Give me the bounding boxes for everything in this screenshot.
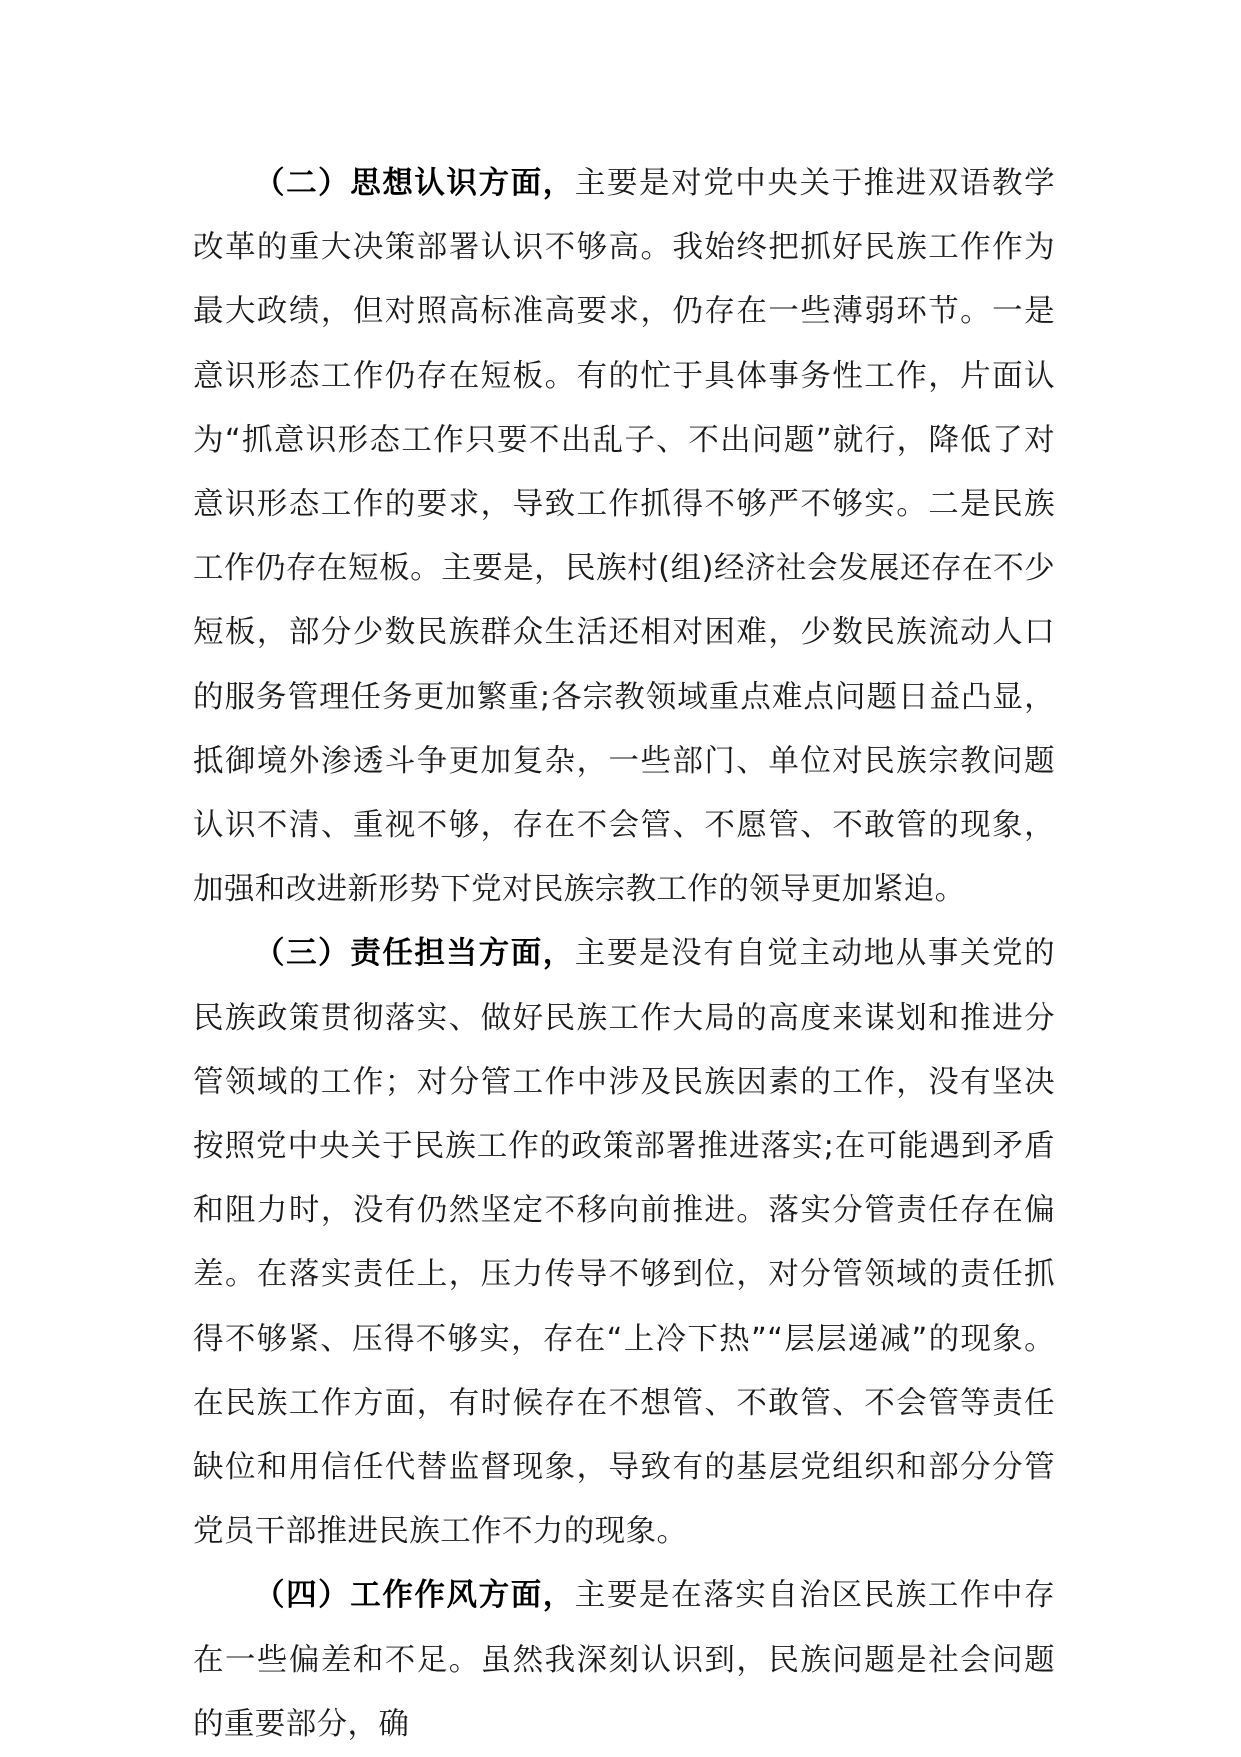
- paragraph-responsibility: [193, 922, 1055, 1564]
- paragraph-work-style: [193, 1564, 1055, 1757]
- paragraph-heading: （二）思想认识方面，: [254, 166, 575, 201]
- document-body: [193, 152, 1055, 1757]
- paragraph-heading: （四）工作作风方面，: [254, 1578, 575, 1614]
- paragraph-thinking-awareness: [193, 152, 1055, 922]
- paragraph-text: 主要是在落实自治区民族工作中存在一些偏差和不足。虽然我深刻认识到，民族问题是社会问题的重要部分，确: [193, 1578, 1055, 1742]
- paragraph-text: 主要是没有自觉主动地从事关党的民族政策贯彻落实、做好民族工作大局的高度来谋划和推进分管领域的工作；对分管工作中涉及民族因素的工作，没有坚决按照党中央关于民族工作的政策部署推进落实;在可能遇到矛盾和阻力时，没有仍然坚定不移向前推进。落实分管责任存在偏差。在落实责任上，压力传导不够到位，对分管领域的责任抓得不够紧、压得不够实，存在“上冷下热”“层层递减”的现象。在民族工作方面，有时候存在不想管、不敢管、不会管等责任缺位和用信任代替监督现象，导致有的基层党组织和部分分管党员干部推进民族工作不力的现象。: [193, 936, 1055, 1550]
- paragraph-text: 主要是对党中央关于推进双语教学改革的重大决策部署认识不够高。我始终把抓好民族工作作为最大政绩，但对照高标准高要求，仍存在一些薄弱环节。一是意识形态工作仍存在短板。有的忙于具体事务性工作，片面认为“抓意识形态工作只要不出乱子、不出问题”就行，降低了对意识形态工作的要求，导致工作抓得不够严不够实。二是民族工作仍存在短板。主要是，民族村(组)经济社会发展还存在不少短板，部分少数民族群众生活还相对困难，少数民族流动人口的服务管理任务更加繁重;各宗教领域重点难点问题日益凸显，抵御境外渗透斗争更加复杂，一些部门、单位对民族宗教问题认识不清、重视不够，存在不会管、不愿管、不敢管的现象，加强和改进新形势下党对民族宗教工作的领导更加紧迫。: [193, 166, 1055, 908]
- paragraph-heading: （三）责任担当方面，: [254, 936, 575, 972]
